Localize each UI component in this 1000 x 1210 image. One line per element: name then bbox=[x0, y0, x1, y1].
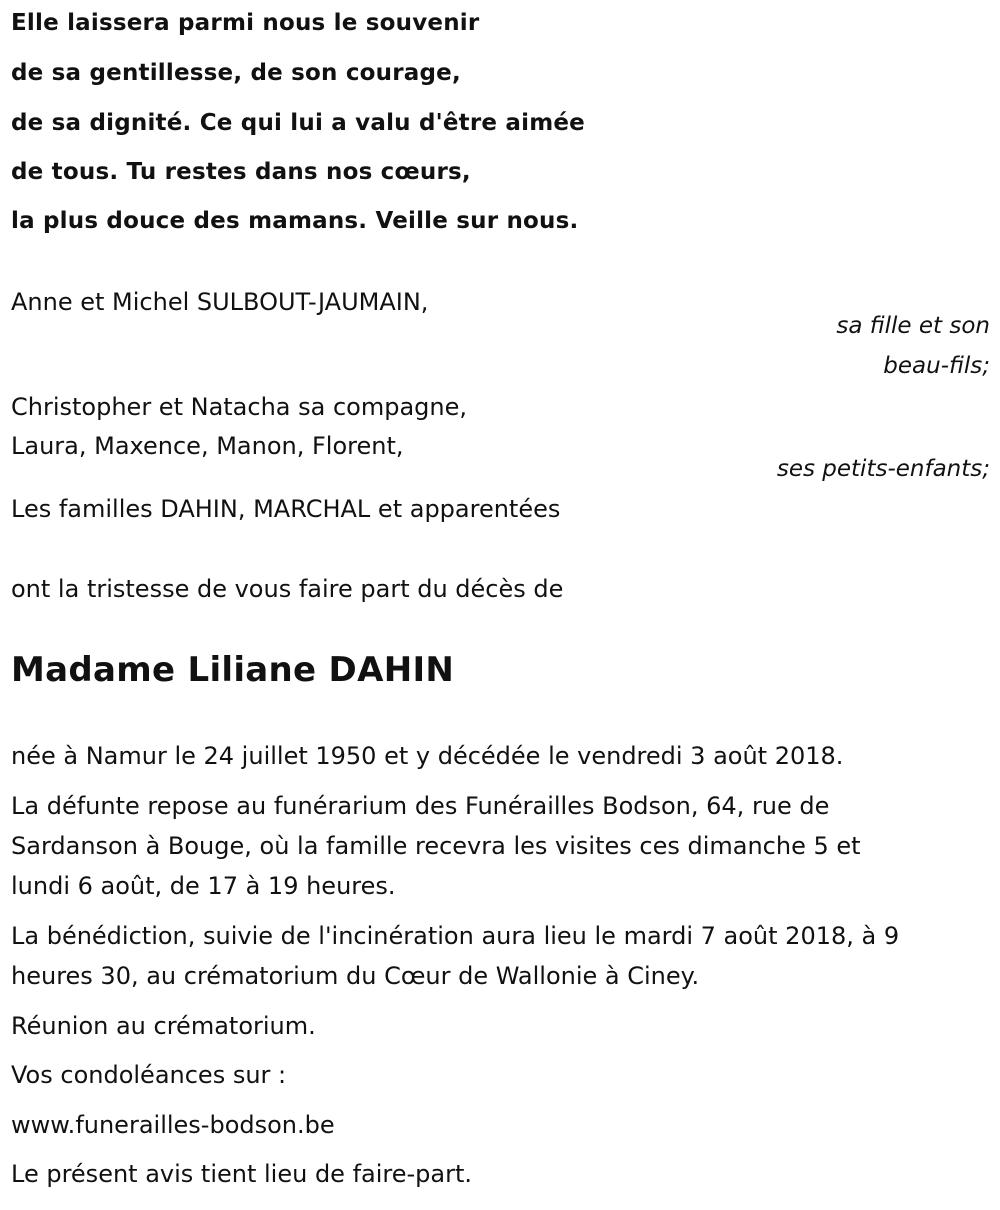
funerarium-line-2: Sardanson à Bouge, où la famille recevra les visites ces dimanche 5 et bbox=[11, 832, 861, 860]
funerarium-line-3: lundi 6 août, de 17 à 19 heures. bbox=[11, 872, 396, 900]
poem-line-2: de sa gentillesse, de son courage, bbox=[11, 60, 461, 86]
reunion-info: Réunion au crématorium. bbox=[11, 1012, 316, 1040]
benediction-line-1: La bénédiction, suivie de l'incinération aura lieu le mardi 7 août 2018, à 9 bbox=[11, 922, 900, 950]
family-daughter-role-2: beau-fils; bbox=[883, 353, 990, 379]
family-grandchildren-2: Laura, Maxence, Manon, Florent, bbox=[11, 432, 404, 460]
benediction-line-2: heures 30, au crématorium du Cœur de Wallonie à Ciney. bbox=[11, 962, 700, 990]
funerarium-line-1: La défunte repose au funérarium des Funérailles Bodson, 64, rue de bbox=[11, 792, 830, 820]
poem-line-5: la plus douce des mamans. Veille sur nous. bbox=[11, 208, 579, 234]
condolences-website: www.funerailles-bodson.be bbox=[11, 1111, 335, 1139]
notice-text: Le présent avis tient lieu de faire-part. bbox=[11, 1160, 473, 1188]
family-daughter-role-1: sa fille et son bbox=[836, 313, 990, 339]
poem-line-4: de tous. Tu restes dans nos cœurs, bbox=[11, 159, 471, 185]
family-grandchildren-role: ses petits-enfants; bbox=[776, 456, 990, 482]
deceased-name: Madame Liliane DAHIN bbox=[11, 650, 455, 690]
family-grandchildren-1: Christopher et Natacha sa compagne, bbox=[11, 393, 468, 421]
family-daughter: Anne et Michel SULBOUT-JAUMAIN, bbox=[11, 288, 429, 316]
poem-line-1: Elle laissera parmi nous le souvenir bbox=[11, 10, 480, 36]
poem-line-3: de sa dignité. Ce qui lui a valu d'être aimée bbox=[11, 110, 585, 136]
birth-death-info: née à Namur le 24 juillet 1950 et y décédée le vendredi 3 août 2018. bbox=[11, 742, 844, 770]
announcement: ont la tristesse de vous faire part du décès de bbox=[11, 575, 564, 603]
condolences-label: Vos condoléances sur : bbox=[11, 1061, 287, 1089]
family-families: Les familles DAHIN, MARCHAL et apparentées bbox=[11, 495, 561, 523]
